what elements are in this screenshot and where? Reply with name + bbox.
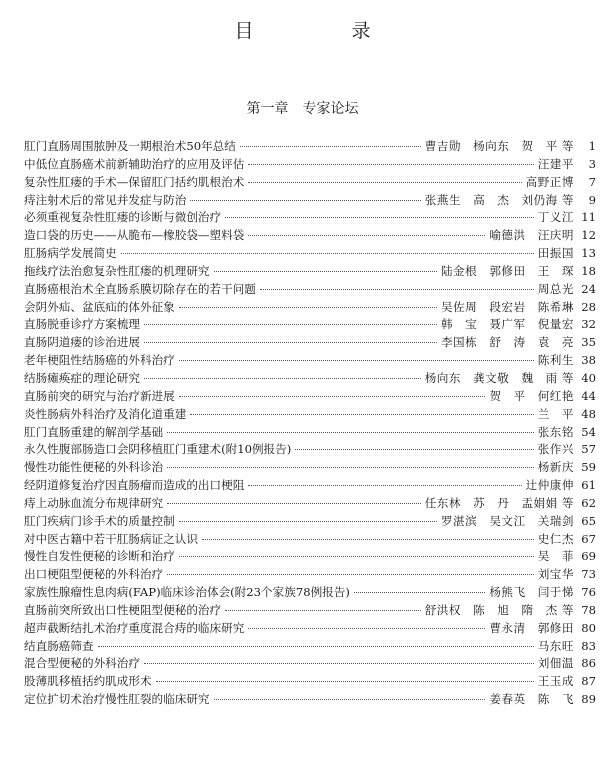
toc-entry-page: 62 <box>581 495 596 510</box>
toc-entry-title: 家族性腺瘤性息肉病(FAP)临床诊治体会(附23个家族78例报告) <box>24 585 350 600</box>
toc-entry-title: 痔注射术后的常见并发症与防治 <box>24 192 187 207</box>
toc-entry-title: 对中医古籍中若干肛肠病证之认识 <box>24 531 198 546</box>
toc-entry-title: 永久性腹部肠造口会阴移植肛门重建术(附10例报告) <box>24 442 292 457</box>
toc-entry-title: 直肠阴道瘘的诊治进展 <box>24 335 140 350</box>
toc-entry-title: 结肠瘫痪症的理论研究 <box>24 370 140 385</box>
toc-entry-page: 12 <box>581 228 596 243</box>
dot-leader <box>214 271 437 272</box>
toc-entry-page: 9 <box>588 192 596 207</box>
dot-leader <box>248 485 521 486</box>
toc-entry-page: 48 <box>581 406 596 421</box>
toc-entry-page: 11 <box>581 210 596 225</box>
dot-leader <box>179 396 486 397</box>
dot-leader <box>179 521 437 522</box>
dot-leader <box>225 217 534 218</box>
toc-entry[interactable] <box>24 245 596 263</box>
toc-entry-page: 13 <box>581 246 596 261</box>
toc-entry-title: 拖线疗法治愈复杂性肛瘘的机理研究 <box>24 263 210 278</box>
toc-entry[interactable] <box>24 263 596 281</box>
toc-entry[interactable] <box>24 174 596 192</box>
toc-entry-authors: 张东铭 <box>537 424 574 439</box>
chapter-heading <box>0 98 605 118</box>
toc-entry-title: 复杂性肛瘘的手术—保留肛门括约肌根治术 <box>24 174 245 189</box>
toc-entry-title: 必须重视复杂性肛瘘的诊断与微创治疗 <box>24 210 222 225</box>
toc-entry[interactable] <box>24 441 596 459</box>
dot-leader <box>202 539 534 540</box>
toc-entry-page: 18 <box>581 263 596 278</box>
toc-entry[interactable] <box>24 477 596 495</box>
toc-entry-authors: 喻德洪 汪庆明 <box>489 228 574 243</box>
toc-entry-page: 1 <box>588 139 596 153</box>
toc-entry-page: 40 <box>581 370 596 385</box>
toc-entry-page: 59 <box>581 460 596 475</box>
toc-entry-authors: 王玉成 <box>537 674 574 689</box>
toc-entry-authors: 丁义江 <box>537 210 574 225</box>
page-title: 目 录 <box>234 20 417 42</box>
toc-entry-page: 69 <box>581 549 596 564</box>
toc-entry-title: 肛肠病学发展简史 <box>24 246 117 261</box>
toc-entry-authors: 吴 菲 <box>537 549 574 564</box>
toc-entry[interactable] <box>24 584 596 602</box>
toc-entry-title: 肛门直肠周围脓肿及一期根治术50年总结 <box>24 139 236 153</box>
dot-leader <box>248 164 533 165</box>
toc-entry[interactable] <box>24 691 596 709</box>
toc-entry-page: 7 <box>588 174 596 189</box>
dot-leader <box>98 646 534 647</box>
dot-leader <box>240 146 421 147</box>
toc-entry-title: 出口梗阻型便秘的外科治疗 <box>24 567 164 582</box>
dot-leader <box>179 307 437 308</box>
toc-entry-authors: 杨熊飞 闫于悌 <box>489 585 574 600</box>
dot-leader <box>225 610 421 611</box>
toc-entry-authors: 兰 平 <box>537 406 574 421</box>
toc-entry-page: 61 <box>581 478 596 493</box>
toc-entry-authors: 韩 宝 聂广军 倪量宏 <box>440 317 574 332</box>
toc-entry-page: 78 <box>581 602 596 617</box>
dot-leader <box>167 574 534 575</box>
toc-entry-authors: 田振国 <box>537 246 574 261</box>
toc-entry-page: 35 <box>581 335 596 350</box>
toc-entry-authors: 杨向东 龚文敬 魏 雨 等 <box>424 370 574 385</box>
toc-entry-authors: 陆金根 郭修田 王 琛 <box>440 263 574 278</box>
toc-entry-page: 87 <box>581 674 596 689</box>
toc-entry-page: 65 <box>581 513 596 528</box>
dot-leader <box>144 342 437 343</box>
toc-entry-authors: 李国栋 舒 涛 袁 亮 <box>440 335 574 350</box>
toc-entry-title: 股薄肌移植括约肌成形术 <box>24 674 152 689</box>
dot-leader <box>190 414 533 415</box>
toc-entry-authors: 高野正博 <box>525 174 574 189</box>
dot-leader <box>167 503 421 504</box>
toc-entry-page: 89 <box>581 692 596 707</box>
toc-entry-authors: 曹吉勋 杨向东 贺 平 等 <box>424 139 574 153</box>
toc-entry-title: 直肠癌根治术全直肠系膜切除存在的若干问题 <box>24 281 256 296</box>
dot-leader <box>167 432 534 433</box>
toc-entry-title: 老年梗阻性结肠癌的外科治疗 <box>24 353 175 368</box>
toc-entry-title: 肛门疾病门诊手术的质量控制 <box>24 513 175 528</box>
toc-entry-title: 会阴外疝、盆底疝的体外征象 <box>24 299 175 314</box>
chapter-name: 专家论坛 <box>302 101 359 117</box>
toc-entry-authors: 刘宝华 <box>537 567 574 582</box>
dot-leader <box>144 378 421 379</box>
toc-entry[interactable] <box>24 638 596 656</box>
toc-entry-title: 混合型便秘的外科治疗 <box>24 656 140 671</box>
toc-entry[interactable] <box>24 495 596 513</box>
table-of-contents <box>24 138 596 709</box>
toc-entry-page: 73 <box>581 567 596 582</box>
toc-entry[interactable] <box>24 388 596 406</box>
toc-entry[interactable] <box>24 209 596 227</box>
toc-entry-page: 3 <box>588 156 596 171</box>
toc-entry[interactable] <box>24 459 596 477</box>
dot-leader <box>179 360 534 361</box>
toc-entry-page: 83 <box>581 638 596 653</box>
toc-entry-page: 57 <box>581 442 596 457</box>
toc-entry-title: 结直肠癌筛查 <box>24 638 94 653</box>
toc-entry-page: 38 <box>581 353 596 368</box>
toc-entry-authors: 贺 平 何红艳 <box>489 388 574 403</box>
dot-leader <box>144 663 534 664</box>
toc-entry-authors: 汪建平 <box>537 156 574 171</box>
toc-entry[interactable] <box>24 620 596 638</box>
toc-entry-title: 直肠前突所致出口性梗阻型便秘的治疗 <box>24 602 222 617</box>
toc-entry-title: 定位扩切术治疗慢性肛裂的临床研究 <box>24 692 210 707</box>
toc-entry[interactable] <box>24 673 596 691</box>
toc-entry[interactable] <box>24 227 596 245</box>
toc-entry-page: 76 <box>581 585 596 600</box>
toc-entry[interactable] <box>24 406 596 424</box>
toc-entry-title: 直肠前突的研究与治疗新进展 <box>24 388 175 403</box>
toc-entry-page: 67 <box>581 531 596 546</box>
toc-entry[interactable] <box>24 192 596 210</box>
toc-entry-page: 28 <box>581 299 596 314</box>
toc-entry-title: 肛门直肠重建的解剖学基础 <box>24 424 164 439</box>
toc-entry-authors: 曹永清 郭修田 <box>489 620 574 635</box>
toc-entry-title: 慢性功能性便秘的外科诊治 <box>24 460 164 475</box>
toc-entry[interactable] <box>24 424 596 442</box>
dot-leader <box>354 592 485 593</box>
toc-entry-title: 中低位直肠癌术前新辅助治疗的应用及评估 <box>24 156 245 171</box>
chapter-number: 第一章 <box>246 101 289 117</box>
toc-entry-authors: 张燕生 高 杰 刘仍海 等 <box>424 192 574 207</box>
toc-entry-page: 80 <box>581 620 596 635</box>
dot-leader <box>190 200 420 201</box>
toc-entry-title: 超声截断结扎术治疗重度混合痔的临床研究 <box>24 620 245 635</box>
toc-entry-authors: 任东林 苏 丹 盂娟娟 等 <box>424 495 574 510</box>
toc-entry-authors: 杨新庆 <box>537 460 574 475</box>
toc-entry-authors: 周总光 <box>537 281 574 296</box>
toc-entry-authors: 刘佃温 <box>537 656 574 671</box>
toc-entry[interactable] <box>24 138 596 156</box>
toc-entry[interactable] <box>24 655 596 673</box>
toc-entry[interactable] <box>24 156 596 174</box>
dot-leader <box>295 449 533 450</box>
toc-entry-page: 44 <box>581 388 596 403</box>
toc-entry-title: 慢性自发性便秘的诊断和治疗 <box>24 549 175 564</box>
toc-entry-authors: 辻仲康伸 <box>525 478 574 493</box>
toc-entry-page: 32 <box>581 317 596 332</box>
toc-entry-authors: 陈利生 <box>537 353 574 368</box>
toc-entry-title: 直肠脱垂诊疗方案梳理 <box>24 317 140 332</box>
dot-leader <box>214 699 486 700</box>
toc-entry-page: 24 <box>581 281 596 296</box>
toc-entry[interactable] <box>24 602 596 620</box>
toc-entry-authors: 张作兴 <box>537 442 574 457</box>
dot-leader <box>156 681 534 682</box>
toc-entry[interactable] <box>24 316 596 334</box>
toc-entry-authors: 吴佐周 段宏岩 陈希琳 <box>440 299 574 314</box>
toc-entry[interactable] <box>24 281 596 299</box>
toc-entry-title: 造口袋的历史——从脆布—橡胶袋—塑料袋 <box>24 228 245 243</box>
toc-entry[interactable] <box>24 566 596 584</box>
toc-entry[interactable] <box>24 513 596 531</box>
toc-entry-authors: 罗湛滨 吴文江 关瑞剑 <box>440 513 574 528</box>
toc-entry-title: 经阴道修复治疗因直肠瘤而造成的出口梗阻 <box>24 478 245 493</box>
toc-entry[interactable] <box>24 370 596 388</box>
dot-leader <box>248 235 485 236</box>
toc-entry[interactable] <box>24 299 596 317</box>
dot-leader <box>248 182 521 183</box>
toc-entry-page: 54 <box>581 424 596 439</box>
dot-leader <box>179 556 534 557</box>
dot-leader <box>121 253 534 254</box>
toc-entry-authors: 史仁杰 <box>537 531 574 546</box>
dot-leader <box>248 628 485 629</box>
dot-leader <box>144 324 437 325</box>
toc-entry[interactable] <box>24 531 596 549</box>
toc-entry[interactable] <box>24 548 596 566</box>
toc-entry-title: 炎性肠病外科治疗及消化道重建 <box>24 406 187 421</box>
toc-entry[interactable] <box>24 334 596 352</box>
toc-entry-authors: 马东旺 <box>537 638 574 653</box>
toc-entry-authors: 舒洪权 陈 旭 隋 杰 等 <box>424 602 574 617</box>
toc-entry[interactable] <box>24 352 596 370</box>
toc-entry-authors: 姜春英 陈 飞 <box>489 692 574 707</box>
dot-leader <box>167 467 534 468</box>
toc-entry-page: 86 <box>581 656 596 671</box>
toc-entry-title: 痔上动脉血流分布规律研究 <box>24 495 164 510</box>
dot-leader <box>260 289 534 290</box>
